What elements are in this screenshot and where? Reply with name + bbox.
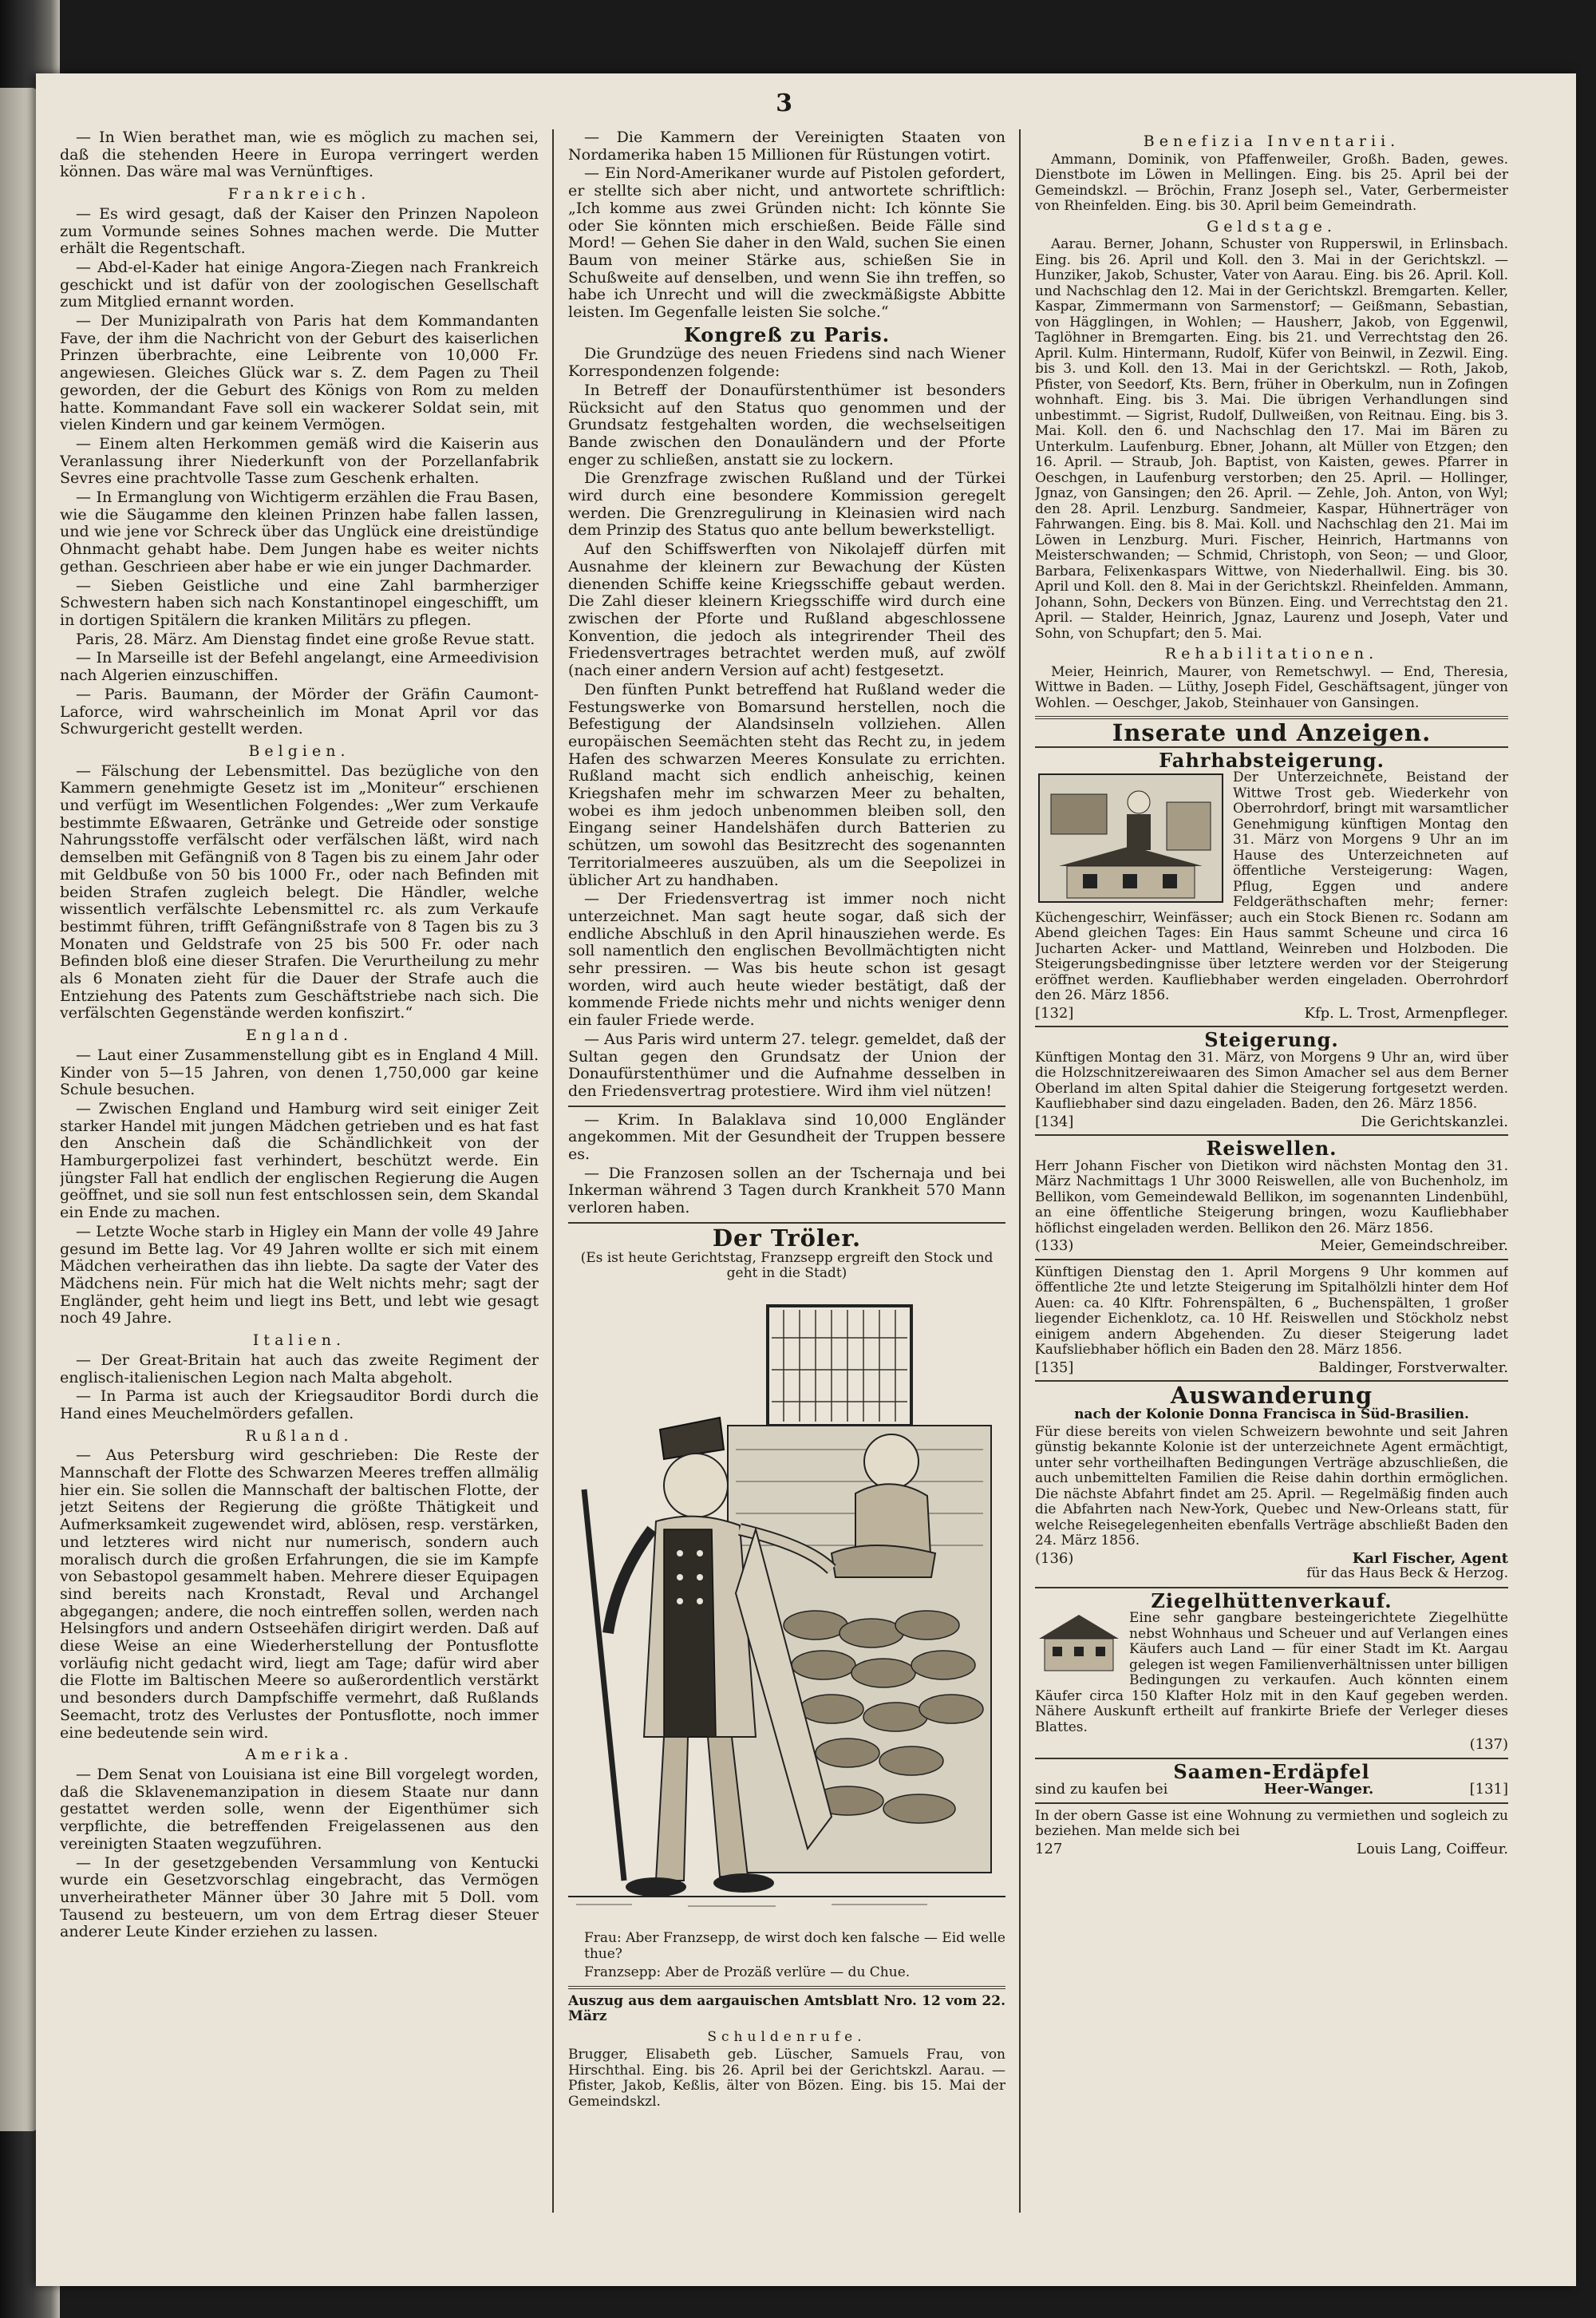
ad-title: Ziegelhüttenverkauf.: [1151, 1588, 1393, 1612]
ad-title: Fahrhabsteigerung.: [1159, 748, 1385, 772]
column-2: [568, 129, 1005, 2213]
paragraph: — Dem Senat von Louisiana ist eine Bill vorgelegt worden, daß die Sklavenemanzipation in diesem Staate nur dann gestattet werden solle, wenn der Eigenthümer sich verpflichte, die betreffenden Freigelassenen aus den vereinigten Staaten wegzuführen.: [60, 1765, 539, 1853]
paragraph: — In Wien berathet man, wie es möglich zu machen sei, daß die stehenden Heere in Europa verringert werden können. Das wäre mal was Vernünftiges.: [60, 129, 539, 181]
paragraph: — Letzte Woche starb in Higley ein Mann der volle 49 Jahre gesund im Bette lag. Vor 49 Jahren wollte er sich mit einem Mädchen verheirathen das ihn liebte. Da sagte der Vater des Mädchens nein. Für mich hat die Welt nichts mehr; sagt der Engländer, geht heim und liegt ins Bett, und lebt wie gesagt noch 49 Jahre.: [60, 1222, 539, 1327]
ad-title: Auswanderung: [1170, 1382, 1373, 1409]
advertisement: [1035, 1028, 1508, 1130]
divider: [568, 1106, 1005, 1107]
divider: [1035, 1587, 1508, 1588]
ad-text: sind zu kaufen bei: [1035, 1781, 1168, 1798]
section-heading: Rußland.: [245, 1426, 354, 1445]
paragraph: — Der Great-Britain hat auch das zweite Regiment der englisch-italienischen Legion nach Malta abgeholt.: [60, 1351, 539, 1386]
paragraph: Auf den Schiffswerften von Nikolajeff dürfen mit Ausnahme der kleinern zur Bewachung der Küsten dienenden Schiffe keine Kriegsschiffe gebaut werden. Die Zahl dieser kleinern Kriegsschiffe wird durch eine zwischen der Pforte und Rußland abgeschlossene Konvention, die jedoch als integrirender Theil des Friedensvertrages betrachtet werden muß, auf zwölf (nach einer andern Version auf acht) festgesetzt.: [568, 540, 1005, 680]
ad-title: Steigerung.: [1204, 1028, 1339, 1051]
paragraph: Brugger, Elisabeth geb. Lüscher, Samuels Frau, von Hirschthal. Eing. bis 26. April bei der Gerichtskzl. Aarau. — Pfister, Jakob, Keßlis, älter von Bözen. Eing. bis 15. Mai der Gemeindskzl.: [568, 2047, 1005, 2110]
dialog-line: Franzsepp: Aber de Prozäß verlüre — du Chue.: [584, 1964, 911, 1981]
section-heading: Amerika.: [245, 1746, 354, 1764]
ad-number: [135]: [1035, 1359, 1074, 1376]
amtsblatt-heading: Auszug aus dem aargauischen Amtsblatt Nro. 12 vom 22. März: [568, 1992, 1005, 2025]
paragraph: — Laut einer Zusammenstellung gibt es in England 4 Mill. Kinder von 5—15 Jahren, von denen 1,750,000 gar keine Schule besuchen.: [60, 1046, 539, 1099]
ad-title: Saamen-Erdäpfel: [1173, 1759, 1370, 1783]
ad-signature: Kfp. L. Trost, Armenpfleger.: [1304, 1004, 1508, 1022]
illustration-subtitle: (Es ist heute Gerichtstag, Franzsepp ergreift den Stock und geht in die Stadt): [580, 1249, 994, 1281]
paragraph: — Ein Nord-Amerikaner wurde auf Pistolen gefordert, er stellte sich aber nicht, und antwortete schriftlich: „Ich komme aus zwei Gründen nicht: Ich könnte Sie oder Sie könnten mich erschießen. Beide Fälle sind Mord! — Gehen Sie daher in den Wald, suchen Sie einen Baum von meiner Stärke aus, schießen Sie in Schußweite auf denselben, und wenn Sie ihn treffen, so habe ich Unrecht und will die zweckmäßigste Abbitte leisten. Im Gegenfalle leisten Sie solche.“: [568, 164, 1005, 322]
paragraph: — In Ermanglung von Wichtigerm erzählen die Frau Basen, wie die Säugamme den kleinen Prinzen habe fallen lassen, und wie jene vor Schreck über das Unglück eine dreistündige Ohnmacht gehabt habe. Dem Jungen habe es weiter nichts gethan. Geschrieen aber habe er wie ein junger Dachmarder.: [60, 489, 539, 576]
ad-number: (133): [1035, 1237, 1074, 1254]
section-heading: Kongreß zu Paris.: [683, 322, 891, 346]
paragraph: Den fünften Punkt betreffend hat Rußland weder die Festungswerke von Bomarsund herstellen, noch die Befestigung der Alandsinseln vollziehen. Allen europäischen Seemächten steht das Recht zu, in jedem Hafen des schwarzen Meeres Konsulate zu errichten. Rußland macht sich endlich anheischig, keinen Kriegshafen mehr im schwarzen Meer zu behalten, wobei es ihm jedoch unbenommen bleiben soll, den Eingang seiner Handelshäfen durch Batterien zu schützen, um sowohl das Besitzrecht des sogenannten Territorialmeeres auszuüben, als um die Seepolizei in üblicher Art zu handhaben.: [568, 680, 1005, 889]
ad-number: 127: [1035, 1840, 1063, 1857]
paragraph: — Der Munizipalrath von Paris hat dem Kommandanten Fave, der ihm die Nachricht von der Geburt des kaiserlichen Prinzen überbrachte, eine Leibrente von 10,000 Fr. angewiesen. Gleiches Glück war s. Z. dem Pagen zu Theil geworden, der die Geburt des Königs von Rom zu melden hatte. Kommandant Fave soll ein wackerer Soldat sein, mit vielen Kindern und gar keinem Vermögen.: [60, 312, 539, 434]
advertisement: [1035, 1588, 1508, 1753]
paragraph: Die Grenzfrage zwischen Rußland und der Türkei wird durch eine besondere Kommission geregelt werden. Die Grenzregulirung in Kleinasien wird nach dem Prinzip des Status quo ante bellum bewerkstelligt.: [568, 469, 1005, 540]
ad-text: Künftigen Montag den 31. März, von Morgens 9 Uhr an, wird über die Holzschnitzereiwaaren des Simon Amacher sel aus dem Berner Oberland im alten Spital dahier die Steigerung fortgesetzt werden. Kaufliebhaber sind dazu eingeladen. Baden, den 26. März 1856.: [1035, 1049, 1508, 1112]
ad-signature: Heer-Wanger.: [1263, 1781, 1374, 1798]
paragraph: — Der Friedensvertrag ist immer noch nicht unterzeichnet. Man sagt heute sogar, daß sich der endliche Abschluß in den April hinausziehen werde. Es soll namentlich den englischen Bevollmächtigten nicht sehr pressiren. — Was bis heute schon ist gesagt worden, wird auch heute wieder bestätigt, daß der kommende Friede nichts mehr und nichts weniger denn ein fauler Friede werde.: [568, 890, 1005, 1030]
advertisement: [1035, 748, 1508, 1022]
paragraph: — Krim. In Balaklava sind 10,000 Engländer angekommen. Mit der Gesundheit der Truppen bessere es.: [568, 1110, 1005, 1164]
section-heading: England.: [245, 1026, 354, 1045]
house-icon: [1035, 1611, 1123, 1675]
section-heading: Schuldenrufe.: [707, 2028, 867, 2045]
ad-number: [134]: [1035, 1113, 1074, 1130]
paragraph: — In Marseille ist der Befehl angelangt, eine Armeedivision nach Algerien einzuschiffen.: [60, 649, 539, 685]
paragraph: — Die Franzosen sollen an der Tschernaja und bei Inkerman während 3 Tagen durch Krankheit 570 Mann verloren haben.: [568, 1164, 1005, 1217]
paragraph: — Aus Paris wird unterm 27. telegr. gemeldet, daß der Sultan gegen den Grundsatz der Union der Donaufürstenthümer und die Aufnahme desselben in den Friedensvertrag protestiere. Wird ihm viel nützen!: [568, 1030, 1005, 1100]
section-heading: Frankreich.: [227, 185, 371, 204]
newspaper-page: [36, 73, 1576, 2286]
ad-signature: Meier, Gemeindschreiber.: [1320, 1237, 1508, 1254]
paragraph: Die Grundzüge des neuen Friedens sind nach Wiener Korrespondenzen folgende:: [568, 345, 1005, 381]
section-heading: Belgien.: [248, 742, 350, 760]
ads-heading: Inserate und Anzeigen.: [1112, 719, 1432, 746]
ad-number: (136): [1035, 1549, 1074, 1567]
paragraph: — Aus Petersburg wird geschrieben: Die Reste der Mannschaft der Flotte des Schwarzen Meeres treffen allmälig hier ein. Sie sollen die Mannschaft der baltischen Flotte, der jetzt Seitens der Regierung die größte Thätigkeit und Aufmerksamkeit zugewendet wird, ablösen, resp. verstärken, und letzteres wird nicht nur numerisch, sondern auch moralisch durch die großen Erfahrungen, die sie im Kampfe von Sebastopol gesammelt haben. Mehrere dieser Equipagen sind bereits nach Kronstadt, Reval und Archangel abgegangen; andere, die noch eintreffen sollen, werden nach Helsingfors und andern Ostseehäfen dirigirt werden. Daß auf diese Weise an eine Wiederherstellung der Pontusflotte vorläufig nicht gedacht wird, liegt am Tage; dafür wird aber die Flotte im Baltischen Meere so außerordentlich verstärkt und besonders durch Dampfschiffe vermehrt, daß Rußlands Seemacht, trotz des Verlustes der Pontusflotte, noch immer eine bedeutende sein wird.: [60, 1446, 539, 1742]
paragraph: — Zwischen England und Hamburg wird seit einiger Zeit starker Handel mit jungen Mädchen getrieben und es hat fast den Anschein daß die Schändlichkeit von der Hamburgerpolizei fast verhindert, beschützt werde. Ein jüngster Fall hat endlich der englischen Regierung die Augen geöffnet, und sie soll nun fest entschlossen sein, dem Skandal ein Ende zu machen.: [60, 1099, 539, 1222]
section-heading: Benefizia Inventarii.: [1143, 133, 1400, 150]
ad-number: [131]: [1469, 1781, 1508, 1798]
paragraph: — Paris. Baumann, der Mörder der Gräfin Caumont-Laforce, wird wahrscheinlich im Monat April vor das Schwurgericht gestellt werden.: [60, 685, 539, 738]
ad-text: Für diese bereits von vielen Schweizern bewohnte und seit Jahren günstig bekannte Kolonie ist der unterzeichnete Agent ermächtigt, unter sehr vortheilhaften Bedingungen Verträge abzuschließen, die auch unbemittelten Familien die Reise dahin dorthin ermöglichen. Die nächste Abfahrt findet am 25. April. — Regelmäßig finden auch die Abfahrten nach New-York, Quebec und New-Orleans statt, für welche Reisegelegenheiten ebenfalls Verträge abschließt Baden den 24. März 1856.: [1035, 1423, 1508, 1549]
ad-subtitle: nach der Kolonie Donna Francisca in Süd-Brasilien.: [1074, 1406, 1469, 1422]
ad-text: In der obern Gasse ist eine Wohnung zu vermiethen und sogleich zu beziehen. Man melde sich bei: [1035, 1807, 1508, 1839]
ad-signature: Louis Lang, Coiffeur.: [1356, 1840, 1508, 1857]
paragraph: Paris, 28. März. Am Dienstag findet eine große Revue statt.: [76, 630, 535, 648]
paragraph: Aarau. Berner, Johann, Schuster von Rupperswil, in Erlinsbach. Eing. bis 26. April und Koll. den 3. Mai in der Gerichtskzl. — Hunziker, Jakob, Schuster, Vater von Aarau. Eing. bis 26. April. Koll. und Nachschlag den 12. Mai in der Gerichtskzl. Bremgarten. Keller, Kaspar, Zimmermann von Sarmenstorf; — Geißmann, Sebastian, von Hägglingen, in Wohlen; — Hausherr, Jakob, von Eggenwil, Taglöhner in Bremgarten. Eing. bis 21. und Verrechtstag den 26. April. Kulm. Hintermann, Rudolf, Küfer von Beinwil, in Zezwil. Eing. bis 3. und Koll. den 13. Mai in der Gerichtskzl. — Roth, Jakob, Pfister, von Seedorf, Kts. Bern, früher in Oberkulm, nun in Zofingen wohnhaft. Eing. bis 3. Mai. Die übrigen Verhandlungen sind unbestimmt. — Sigrist, Rudolf, Dullweißen, von Reitnau. Eing. bis 3. Mai. Koll. den 6. und Nachschlag den 17. Mai im Bären zu Unterkulm. Laufenburg. Ebner, Johann, alt Müller von Etzgen; den 16. April. — Straub, Joh. Baptist, von Kaisten, gewes. Pfarrer in Oeschgen, in Laufenburg verstorben; den 25. April. — Hollinger, Jgnaz, von Gansingen; den 26. April. — Zehle, Joh. Anton, von Wyl; den 28. April. Lenzburg. Sandmeier, Kaspar, Hühnerträger von Fahrwangen. Eing. bis 8. Mai. Koll. und Nachschlag den 21. Mai im Löwen in Lenzburg. Muri. Fischer, Heinrich, Hartmanns von Meisterschwanden; — Schmid, Christoph, von Seon; — und Gloor, Barbara, Felixenkaspars Wittwe, von Niederhallwil. Eing. bis 30. April und Koll. den 8. Mai in der Gerichtskzl. Rheinfelden. Ammann, Johann, Sohn, Deckers von Bünzen. Eing. und Verrechtstag den 21. April. — Stalder, Heinrich, Jgnaz, Laurenz und Joseph, Vater und Sohn, von Schupfart; den 5. Mai.: [1035, 236, 1508, 642]
ad-title: Reiswellen.: [1206, 1137, 1337, 1160]
ad-text: Künftigen Dienstag den 1. April Morgens 9 Uhr kommen auf öffentliche 2te und letzte Steigerung im Spitalhölzli hinter dem Hof Auen: ca. 40 Klftr. Fohrenspälten, 6 „ Buchenspälten, 1 großer liegender Eichenklotz, ca. 10 Hf. Reiswellen und Stöckholz nebst einigem andern Abgehenden. Zu dieser Steigerung ladet Kaufsliebhaber höflich ein Baden den 28. März 1856.: [1035, 1264, 1508, 1358]
divider: [1035, 1134, 1508, 1136]
ad-text: Eine sehr gangbare besteingerichtete Ziegelhütte nebst Wohnhaus und Scheuer und auf Verlangen eines Käufers auch Land — für einer Stadt im Kt. Aargau gelegen ist wegen Familienverhältnissen unter billigen Bedingungen zu verkaufen. Auch könnten einem Käufer circa 150 Klafter Holz mit in den Kauf gegeben werden. Nähere Auskunft ertheilt auf frankirte Briefe der Verleger dieses Blattes.: [1035, 1610, 1508, 1735]
ad-number: [132]: [1035, 1004, 1074, 1022]
woodcut-illustration: [568, 1290, 1005, 1920]
divider: [1035, 1802, 1508, 1804]
divider: [1035, 1259, 1508, 1260]
dialog-line: Frau: Aber Franzsepp, de wirst doch ken falsche — Eid welle thue?: [584, 1930, 1005, 1962]
advertisement: [1035, 1265, 1508, 1376]
divider: [1035, 1026, 1508, 1027]
ad-signature-line: für das Haus Beck & Herzog.: [1306, 1565, 1508, 1581]
paragraph: Meier, Heinrich, Maurer, von Remetschwyl. — End, Theresia, Wittwe in Baden. — Lüthy, Joseph Fidel, Geschäftsagent, jünger von Wohlen. — Oeschger, Jakob, Steinhauer von Gansingen.: [1035, 663, 1508, 711]
ad-number: (137): [1469, 1736, 1508, 1753]
paragraph: Ammann, Dominik, von Pfaffenweiler, Großh. Baden, gewes. Dienstbote im Löwen in Mellingen. Eing. bis 25. April bei der Gemeindskzl. — Bröchin, Franz Joseph sel., Vater, Gerbermeister von Rheinfelden. Eing. bis 30. April beim Gemeindrath.: [1035, 151, 1508, 214]
previous-page-edge: [0, 88, 38, 2131]
paragraph: In Betreff der Donaufürstenthümer ist besonders Rücksicht auf den Status quo genommen und der Grundsatz festgehalten worden, die wechselseitigen Bande zwischen den Donauländern und der Pforte enger zu schließen, anstatt sie zu lockern.: [568, 381, 1005, 469]
section-heading: Der Tröler.: [712, 1224, 862, 1252]
column-rule: [552, 129, 554, 2213]
column-3: [1035, 129, 1508, 2213]
ad-text: Der Unterzeichnete, Beistand der Wittwe Trost geb. Wiederkehr von Oberrohrdorf, bringt mit warsamtlicher Genehmigung künftigen Montag den 31. März von Morgens 9 Uhr an im Hause des Unterzeichneten auf öffentliche Versteigerung: Wagen, Pflug, Eggen und andere Feldgeräthschaften mehr; ferner: Küchengeschirr, Weinfässer; auch ein Stock Bienen rc. Sodann am Abend gleichen Tages: Ein Haus sammt Scheune und circa 16 Jucharten Acker- und Mattland, Weinreben und Holzboden. Die Steigerungsbedingnisse über letztere werden vor der Steigerung eröffnet werden. Kaufliebhaber werden eingeladen. Oberrohrdorf den 26. März 1856.: [1035, 769, 1508, 1003]
paragraph: — Fälschung der Lebensmittel. Das bezügliche von den Kammern genehmigte Gesetz ist im „Moniteur“ erschienen und verfügt im Wesentlichen Folgendes: „Wer zum Verkaufe bestimmte Eßwaaren, Getränke und Getreide oder sonstige Nahrungsstoffe verfälscht oder verfälschen läßt, wird nach demselben mit Gefängniß von 8 Tagen bis zu einem Jahr oder mit Geldbuße von 50 bis 1000 Fr., oder nach Befinden mit beiden Strafen zugleich belegt. Die Händler, welche wissentlich verfälschte Lebensmittel rc. als zum Verkaufe bestimmt führen, trifft Gefängnißstrafe von 8 Tagen bis zu 3 Monaten und Geldstrafe von 25 bis 500 Fr. oder nach Befinden bloß eine dieser Strafen. Die Verurtheilung zu mehr als 6 Monaten zieht für die Dauer der Strafe auch die Entziehung des Patents zum Geschäftstriebe nach sich. Die verfälschten Gegenstände werden konfiszirt.“: [60, 761, 539, 1023]
column-1: [60, 129, 539, 2213]
paragraph: — Es wird gesagt, daß der Kaiser den Prinzen Napoleon zum Vormunde seines Sohnes machen werde. Die Mutter erhält die Regentschaft.: [60, 204, 539, 258]
divider: [568, 1222, 1005, 1224]
paragraph: — Die Kammern der Vereinigten Staaten von Nordamerika haben 15 Millionen für Rüstungen votirt.: [568, 129, 1005, 164]
section-heading: Italien.: [252, 1331, 346, 1350]
page-number: 3: [776, 89, 792, 117]
section-heading: Rehabilitationen.: [1164, 645, 1379, 663]
paragraph: — In Parma ist auch der Kriegsauditor Bordi durch die Hand eines Meuchelmörders gefallen.: [60, 1387, 539, 1422]
auction-woodcut-icon: [1035, 770, 1227, 906]
ad-text: Herr Johann Fischer von Dietikon wird nächsten Montag den 31. März Nachmittags 1 Uhr 3000 Reiswellen, alle von Buchenholz, im Bellikon, vom Gemeindewald Bellikon, im sogenannten Lindenbühl, an eine öffentliche Steigerung bringen, wozu Kaufliebhaber höflichst eingeladen werden. Bellikon den 26. März 1856.: [1035, 1157, 1508, 1236]
paragraph: — Abd-el-Kader hat einige Angora-Ziegen nach Frankreich geschickt und ist dafür von der zoologischen Gesellschaft zum Mitglied ernannt worden.: [60, 258, 539, 311]
divider: [1035, 1758, 1508, 1759]
advertisement: [1035, 1809, 1508, 1857]
advertisement: [1035, 1137, 1508, 1254]
section-heading: Geldstage.: [1207, 217, 1337, 235]
ad-signature: Baldinger, Forstverwalter.: [1318, 1359, 1508, 1376]
paragraph: — In der gesetzgebenden Versammlung von Kentucki wurde ein Gesetzvorschlag eingebracht, das Vermögen unverheiratheter Männer über 30 Jahre mit 5 Doll. vom Tausend zu besteuern, um von dem Ertrag dieser Steuer anderer Leute Kinder erziehen zu lassen.: [60, 1853, 539, 1941]
paragraph: — Einem alten Herkommen gemäß wird die Kaiserin aus Veranlassung ihrer Niederkunft von der Porzellanfabrik Sevres eine prachtvolle Tasse zum Geschenk erhalten.: [60, 434, 539, 488]
ad-signature: Karl Fischer, Agent: [1352, 1549, 1508, 1567]
ad-signature: Die Gerichtskanzlei.: [1361, 1113, 1508, 1130]
divider: [568, 1986, 1005, 1989]
paragraph: — Sieben Geistliche und eine Zahl barmherziger Schwestern haben sich nach Konstantinopel eingeschifft, um in dortigen Spitälern die kranken Militärs zu pflegen.: [60, 576, 539, 629]
column-rule: [1019, 129, 1021, 2213]
advertisement: [1035, 1382, 1508, 1582]
advertisement: [1035, 1759, 1508, 1798]
